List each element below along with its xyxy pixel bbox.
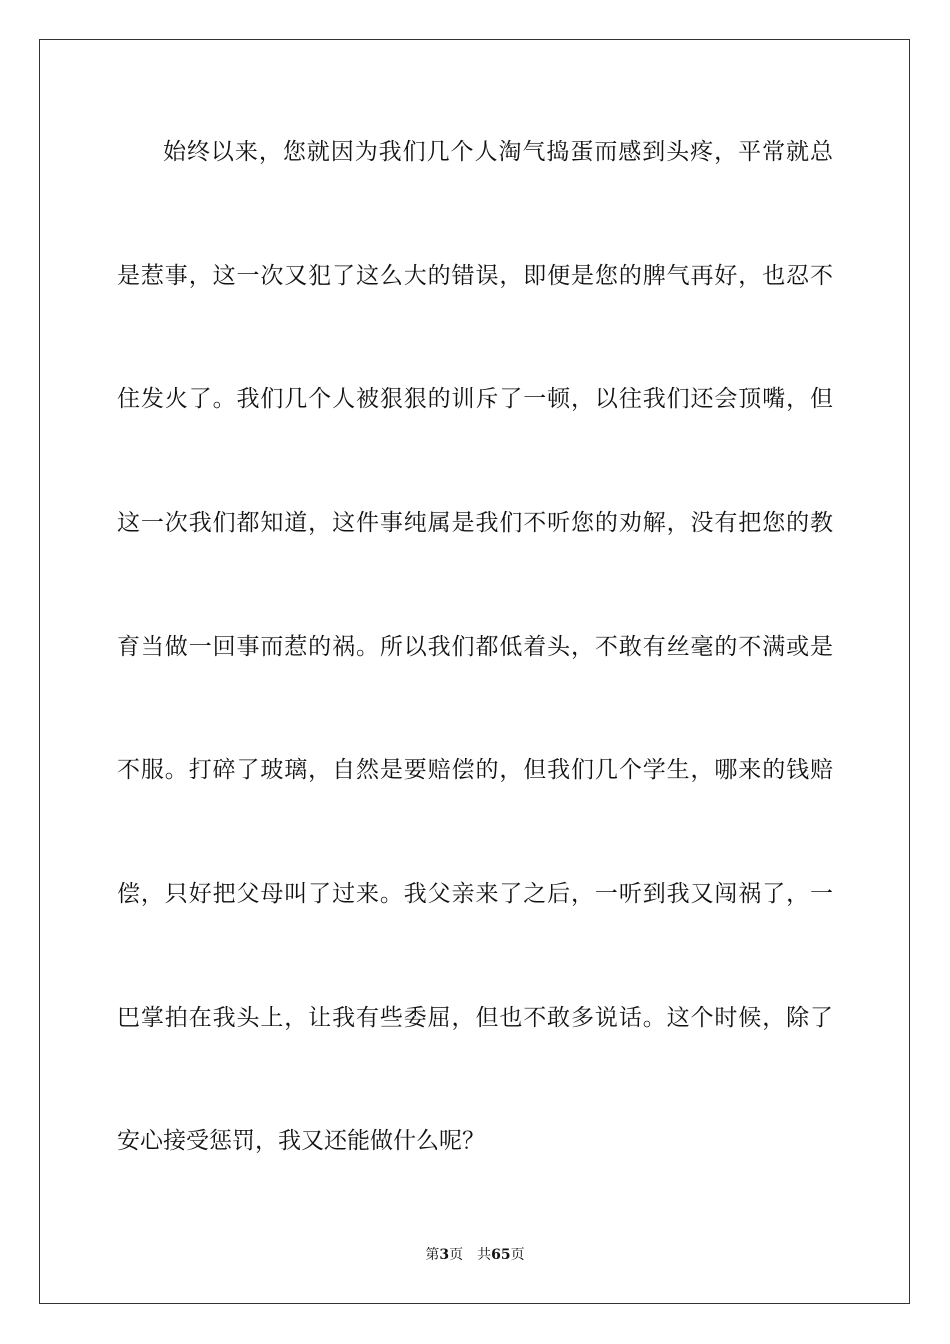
total-prefix: 共 [477,1247,492,1263]
paragraph-line-4: 这一次我们都知道，这件事纯属是我们不听您的劝解，没有把您的教 [117,510,833,536]
paragraph-line-1: 始终以来，您就因为我们几个人淘气捣蛋而感到头疼，平常就总 [163,139,833,165]
total-suffix: 页 [510,1247,525,1263]
total-pages: 65 [491,1247,511,1263]
paragraph-line-5: 育当做一回事而惹的祸。所以我们都低着头，不敢有丝毫的不满或是 [117,634,833,660]
page-footer [0,1246,950,1264]
paragraph-line-2: 是惹事，这一次又犯了这么大的错误，即便是您的脾气再好，也忍不 [117,263,833,289]
paragraph-line-8: 巴掌拍在我头上，让我有些委屈，但也不敢多说话。这个时候，除了 [117,1005,833,1031]
paragraph-line-6: 不服。打碎了玻璃，自然是要赔偿的，但我们几个学生，哪来的钱赔 [117,757,833,783]
page-prefix: 第 [425,1247,440,1263]
page-suffix: 页 [449,1247,464,1263]
page-border [39,39,910,1304]
paragraph-line-7: 偿，只好把父母叫了过来。我父亲来了之后，一听到我又闯祸了，一 [117,881,833,907]
page-number: 3 [439,1247,450,1263]
paragraph-line-3: 住发火了。我们几个人被狠狠的训斥了一顿，以往我们还会顶嘴，但 [117,386,833,412]
paragraph-line-9: 安心接受惩罚，我又还能做什么呢？ [117,1128,485,1154]
